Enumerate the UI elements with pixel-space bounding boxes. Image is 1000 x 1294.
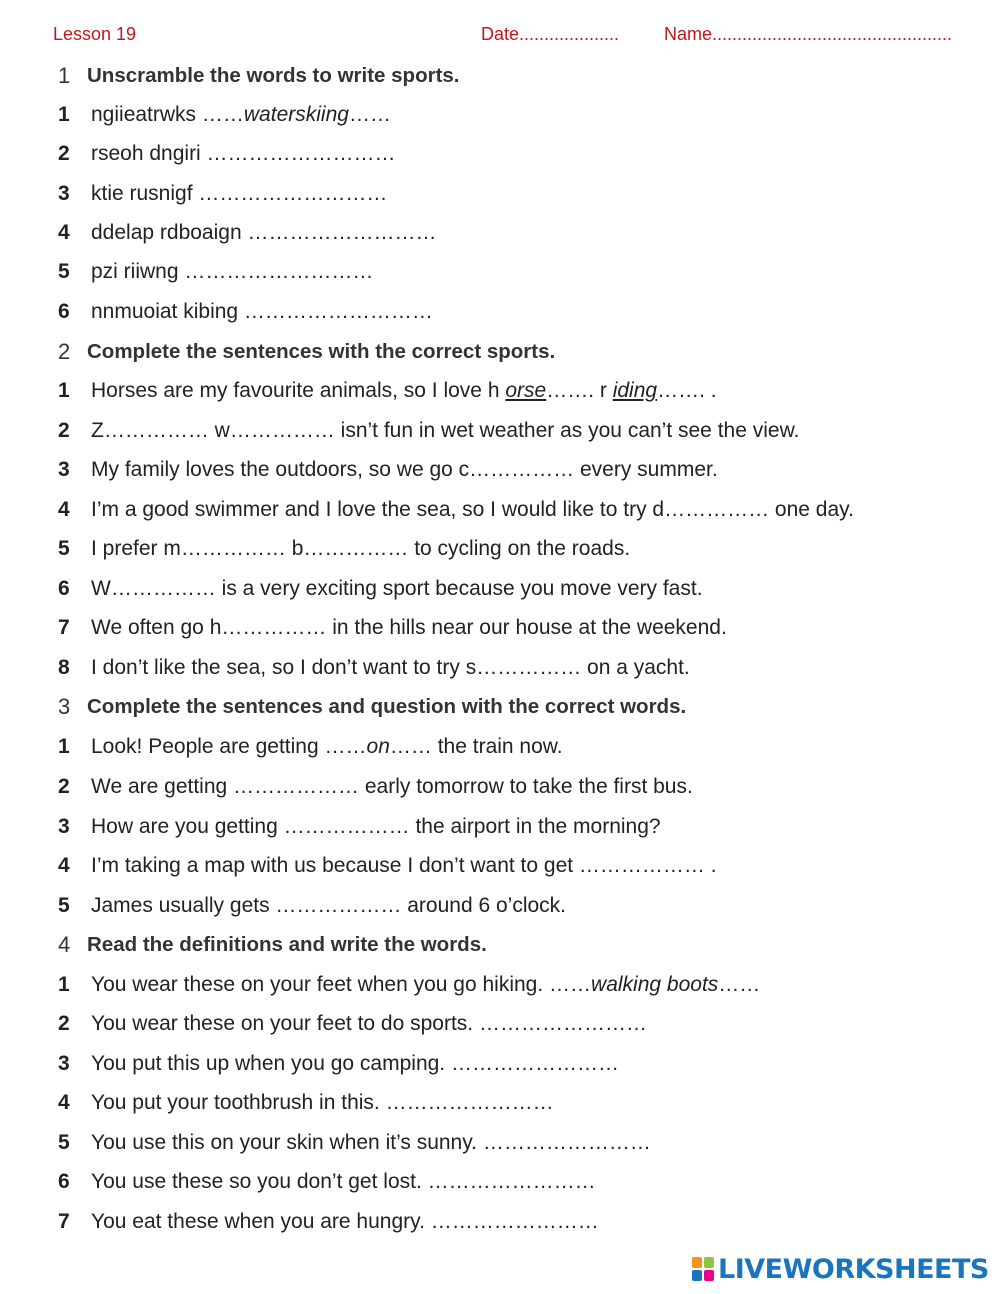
lesson-label: Lesson 19 [53, 24, 137, 44]
example-answer: waterskiing [243, 103, 349, 126]
item-text[interactable] [91, 180, 387, 208]
item-text[interactable] [91, 377, 717, 405]
item-prompt: Horses are my favourite animals, so I love h [91, 379, 506, 402]
item-prompt: ngiieatrwks …… [91, 103, 244, 126]
logo-square-green [704, 1257, 714, 1268]
item-text[interactable] [91, 1089, 554, 1117]
item-prompt: James usually gets ……………… around 6 o’clock. [91, 894, 567, 917]
item-prompt: We often go h…………… in the hills near our house at the weekend. [91, 616, 727, 639]
worksheet-header [0, 24, 1000, 48]
item-prompt: You wear these on your feet to do sports. …………………… [91, 1012, 647, 1035]
item-prompt: Look! People are getting …… [91, 735, 367, 758]
item-prompt-end: …… the train now. [389, 735, 563, 758]
item-number: 7 [58, 616, 70, 639]
item-number: 4 [58, 854, 70, 877]
item-text[interactable] [91, 101, 391, 129]
item-text[interactable] [91, 496, 854, 524]
item-text[interactable] [91, 733, 563, 761]
item-number: 1 [58, 973, 70, 996]
section-title: Read the definitions and write the words. [87, 933, 487, 956]
item-text[interactable] [91, 219, 436, 247]
item-text[interactable] [91, 1168, 596, 1196]
item-text[interactable] [91, 654, 690, 682]
item-number: 1 [58, 379, 70, 402]
liveworksheets-logo [692, 1254, 989, 1284]
item-text[interactable] [91, 575, 703, 603]
item-prompt-end: …… [718, 973, 761, 996]
item-text[interactable] [91, 417, 799, 445]
example-answer: walking boots [591, 973, 719, 996]
item-prompt: ktie rusnigf ……………………… [91, 182, 388, 205]
item-number: 6 [58, 300, 70, 323]
section-number: 1 [58, 63, 71, 88]
item-text[interactable] [91, 258, 373, 286]
liveworksheets-logo-icon [692, 1257, 714, 1281]
item-prompt: You use these so you don’t get lost. …………………… [91, 1170, 596, 1193]
item-prompt: You wear these on your feet when you go hiking. …… [91, 973, 592, 996]
item-number: 2 [58, 142, 70, 165]
item-prompt: rseoh dngiri ……………………… [91, 142, 396, 165]
item-prompt-mid: ……. r [546, 379, 613, 402]
item-prompt: I’m taking a map with us because I don’t want to get ……………… . [91, 854, 717, 877]
item-number: 3 [58, 182, 70, 205]
item-text[interactable] [91, 892, 566, 920]
item-text[interactable] [91, 298, 433, 326]
item-prompt: Z…………… w…………… isn’t fun in wet weather as you can’t see the view. [91, 419, 800, 442]
section-title: Unscramble the words to write sports. [87, 64, 460, 87]
item-number: 1 [58, 103, 70, 126]
item-prompt: We are getting ……………… early tomorrow to take the first bus. [91, 775, 693, 798]
name-field[interactable]: Name................................................ [664, 24, 953, 44]
item-prompt: I’m a good swimmer and I love the sea, so I would like to try d…………… one day. [91, 498, 854, 521]
item-text[interactable] [91, 773, 693, 801]
item-prompt: pzi riiwng ……………………… [91, 260, 374, 283]
item-number: 3 [58, 815, 70, 838]
section-number: 3 [58, 694, 71, 719]
section-title: Complete the sentences with the correct sports. [87, 340, 556, 363]
item-number: 5 [58, 894, 70, 917]
item-number: 3 [58, 1052, 70, 1075]
item-prompt-end: …… [348, 103, 391, 126]
item-text[interactable] [91, 456, 718, 484]
item-text[interactable] [91, 1010, 647, 1038]
item-prompt: You eat these when you are hungry. …………………… [91, 1210, 599, 1233]
logo-text: LIVEWORKSHEETS [718, 1253, 989, 1285]
item-number: 4 [58, 498, 70, 521]
item-prompt: I prefer m…………… b…………… to cycling on the roads. [91, 537, 631, 560]
example-answer: on [366, 735, 390, 758]
section-title: Complete the sentences and question with the correct words. [87, 695, 687, 718]
item-text[interactable] [91, 1050, 619, 1078]
item-prompt: You use this on your skin when it’s sunny. …………………… [91, 1131, 651, 1154]
item-number: 5 [58, 1131, 70, 1154]
item-prompt: You put your toothbrush in this. …………………… [91, 1091, 554, 1114]
item-number: 7 [58, 1210, 70, 1233]
section-number: 2 [58, 339, 71, 364]
item-text[interactable] [91, 1129, 651, 1157]
item-prompt: You put this up when you go camping. …………………… [91, 1052, 619, 1075]
date-field[interactable]: Date.................... [481, 24, 620, 44]
item-number: 5 [58, 537, 70, 560]
item-prompt: My family loves the outdoors, so we go c…………… every summer. [91, 458, 718, 481]
item-number: 8 [58, 656, 70, 679]
example-answer: iding [612, 379, 658, 402]
item-number: 4 [58, 1091, 70, 1114]
example-answer: orse [505, 379, 547, 402]
item-number: 2 [58, 775, 70, 798]
item-text[interactable] [91, 971, 760, 999]
item-number: 2 [58, 1012, 70, 1035]
item-prompt-end: ……. . [657, 379, 717, 402]
item-number: 1 [58, 735, 70, 758]
item-number: 5 [58, 260, 70, 283]
item-prompt: How are you getting ……………… the airport in the morning? [91, 815, 661, 838]
item-number: 3 [58, 458, 70, 481]
item-number: 6 [58, 577, 70, 600]
logo-square-blue [692, 1270, 702, 1281]
item-text[interactable] [91, 1208, 599, 1236]
item-number: 6 [58, 1170, 70, 1193]
item-text[interactable] [91, 140, 396, 168]
item-text[interactable] [91, 813, 661, 841]
logo-square-orange [692, 1257, 702, 1268]
item-text[interactable] [91, 852, 717, 880]
item-text[interactable] [91, 535, 630, 563]
item-prompt: I don’t like the sea, so I don’t want to try s…………… on a yacht. [91, 656, 690, 679]
item-text[interactable] [91, 614, 727, 642]
item-number: 2 [58, 419, 70, 442]
item-prompt: W…………… is a very exciting sport because you move very fast. [91, 577, 703, 600]
item-prompt: nnmuoiat kibing ……………………… [91, 300, 433, 323]
item-prompt: ddelap rdboaign ……………………… [91, 221, 437, 244]
section-number: 4 [58, 932, 71, 957]
item-number: 4 [58, 221, 70, 244]
logo-square-pink [704, 1270, 714, 1281]
